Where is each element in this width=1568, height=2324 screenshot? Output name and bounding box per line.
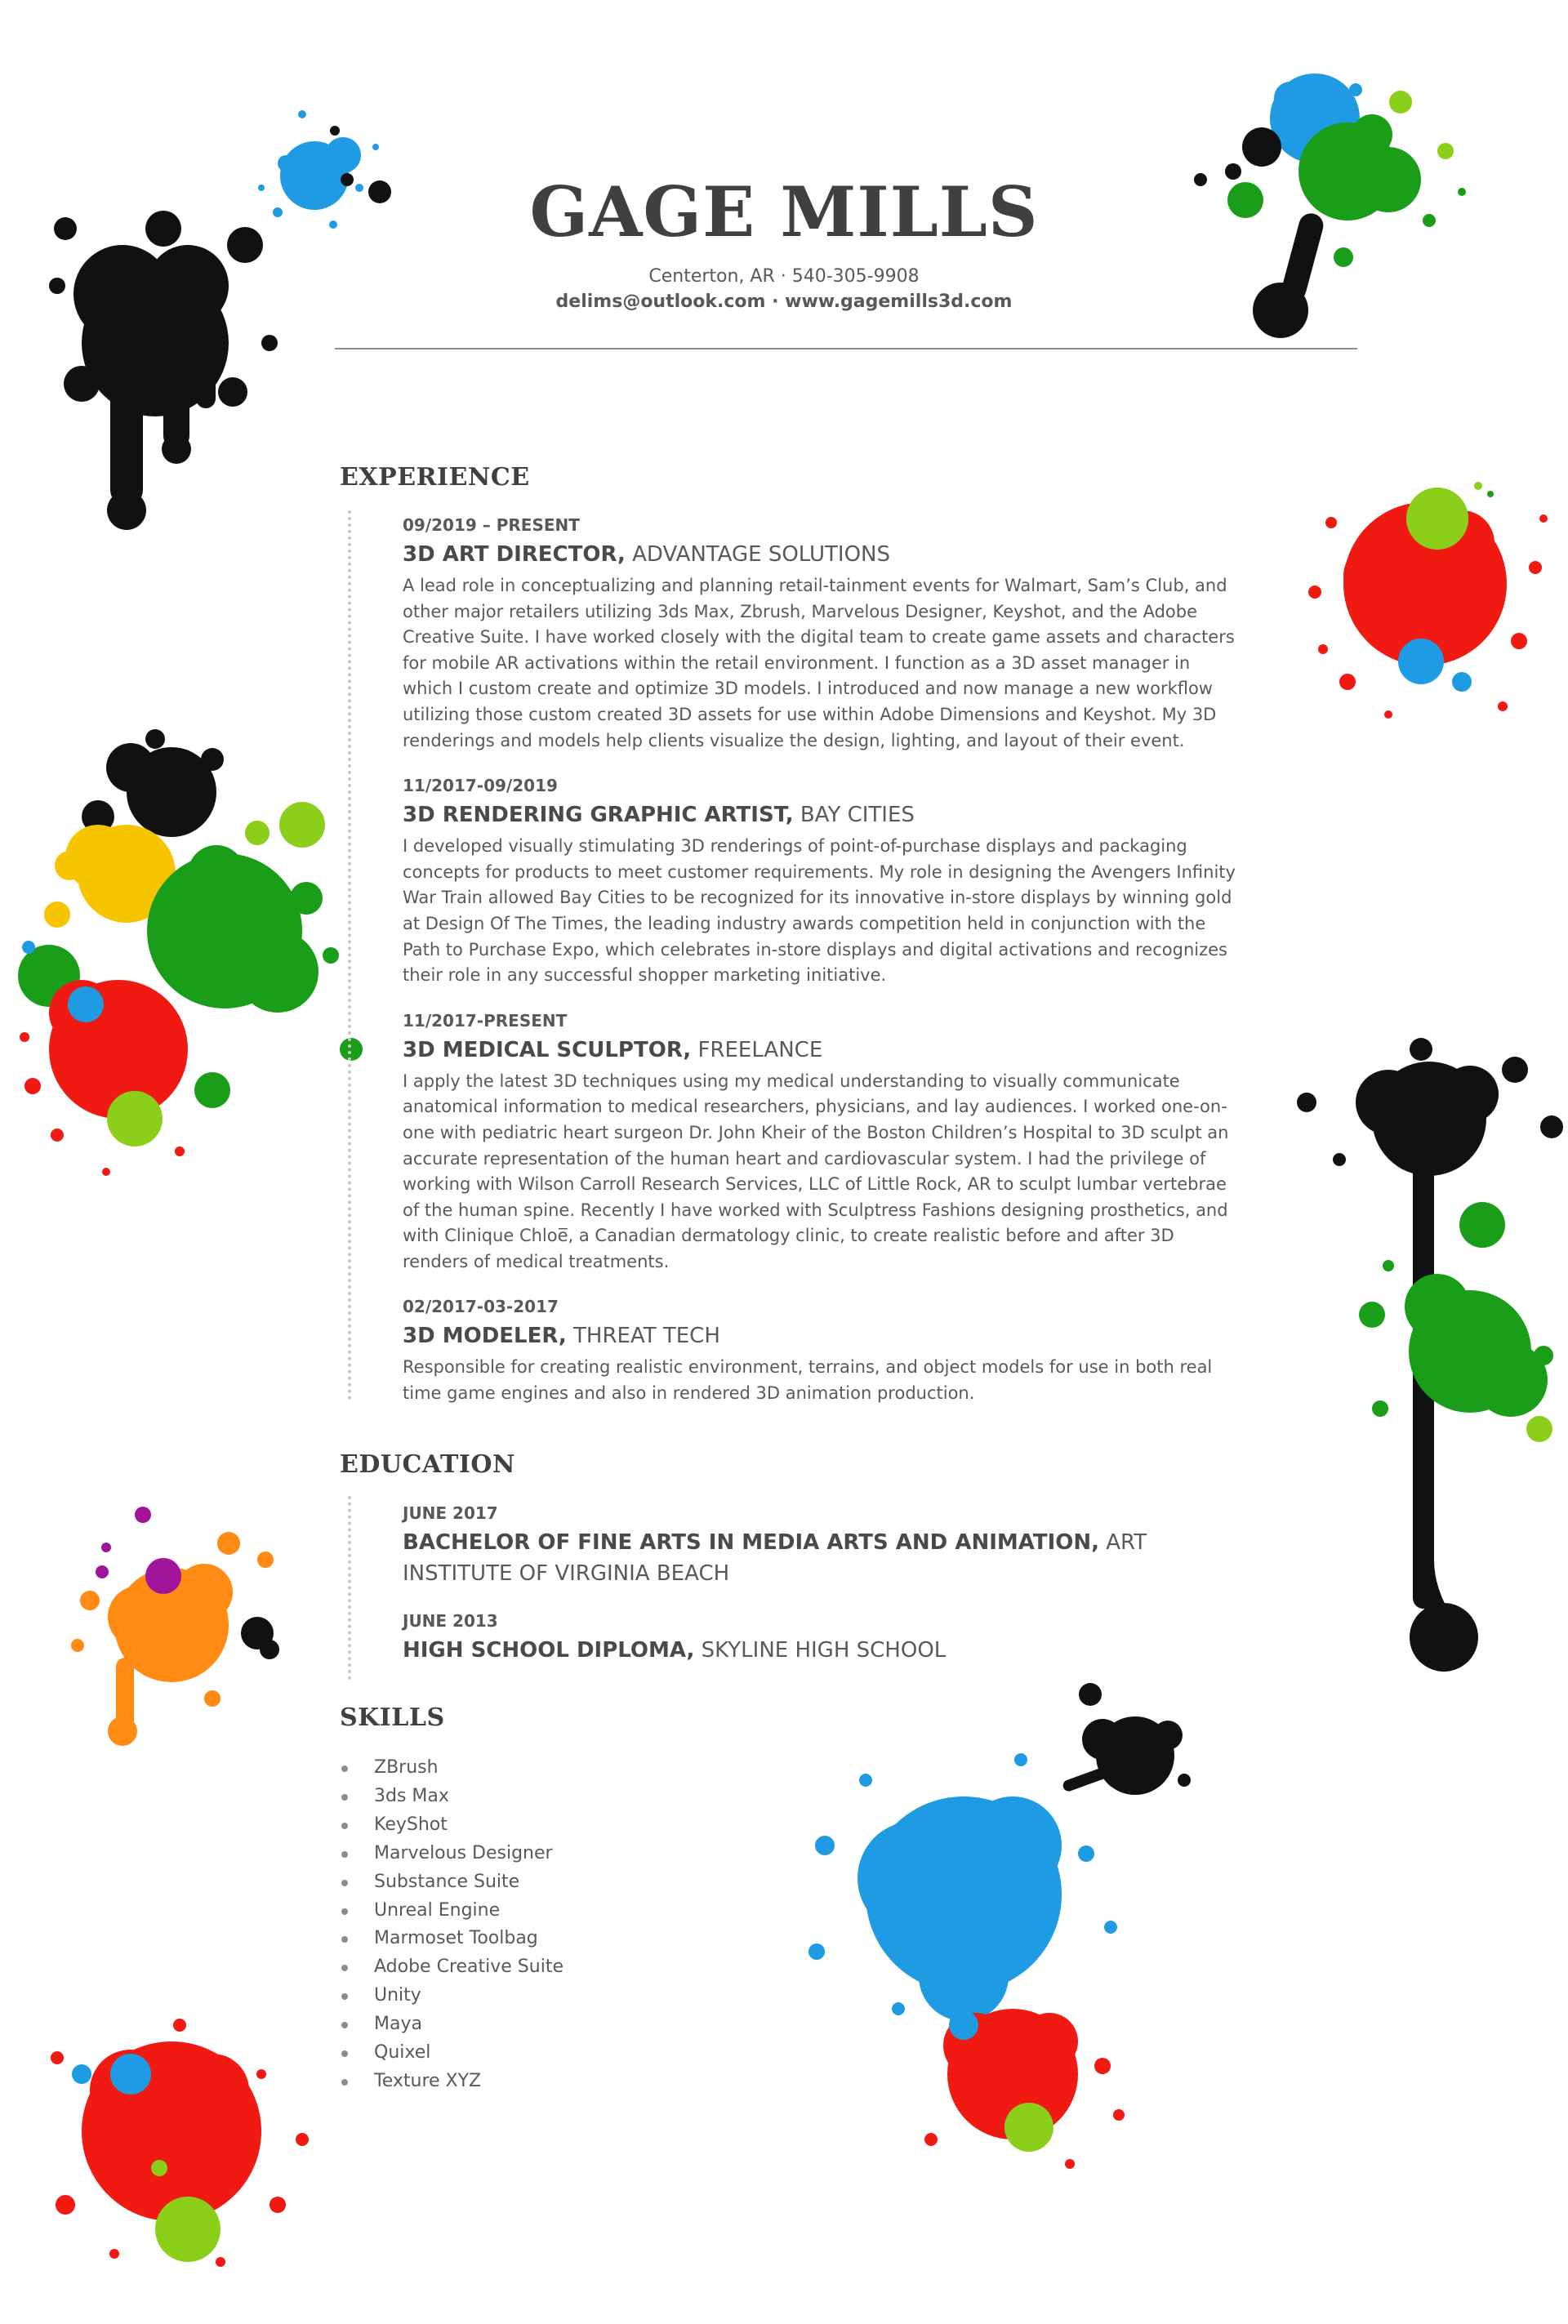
entry-role [403,1320,1236,1351]
resume-header [343,171,1225,315]
school-name: SKYLINE HIGH SCHOOL [701,1638,947,1663]
skill-item: Unity [341,1982,564,2010]
skill-item: Substance Suite [341,1868,564,1897]
black-paint-splatter-icon [33,98,376,555]
education-entry [403,1609,1236,1666]
red-splatter-bottom-left-icon [33,1992,310,2286]
email-website: delims@outlook.com · www.gagemills3d.com [555,292,1013,312]
education-list [403,1501,1236,1685]
experience-timeline [348,510,351,1400]
entry-date: 02/2017-03-2017 [403,1297,559,1317]
degree-title: HIGH SCHOOL DIPLOMA, [403,1638,695,1663]
entry-date: 09/2019 – PRESENT [403,515,580,535]
experience-entry [403,1294,1236,1406]
entry-role [403,539,1236,570]
experience-entry [403,1008,1236,1276]
company-name: FREELANCE [697,1037,823,1062]
entry-date: JUNE 2013 [403,1611,498,1631]
company-name: ADVANTAGE SOLUTIONS [632,542,890,567]
candidate-name: GAGE MILLS [529,171,1039,252]
degree-title: BACHELOR OF FINE ARTS IN MEDIA ARTS AND ANIMATION, [403,1530,1099,1555]
skill-item: Adobe Creative Suite [341,1953,564,1982]
entry-date: JUNE 2017 [403,1503,498,1523]
education-entry [403,1501,1236,1589]
skill-item: Maya [341,2010,564,2039]
entry-description: A lead role in conceptualizing and planning retail-tainment events for Walmart, Sam’s Club, and other major retailers utilizing 3ds Max, Zbrush, Marvelous Designer, Keyshot, and the Adobe Creative Suite. I have worked closely with the digital team to create game assets and characters for mobile AR activations within the retail environment. I function as a 3D asset manager in which I custom create and optimize 3D models. I introduced and now manage a new workflow utilizing those custom created 3D assets for use within Adobe Dimensions and Keyshot. My 3D renderings and models help clients visualize the design, lighting, and layout of their event. [403,576,1235,750]
skills-list [341,1754,564,2096]
location-phone: Centerton, AR · 540-305-9908 [648,266,920,287]
green-paint-splatter-icon [1184,57,1486,351]
education-timeline [348,1496,351,1680]
blue-paint-splatter-icon [776,1682,1200,2197]
skill-item: Unreal Engine [341,1897,564,1926]
skill-item: KeyShot [341,1811,564,1840]
experience-heading: EXPERIENCE [340,463,530,492]
skill-item: Marmoset Toolbag [341,1925,564,1953]
entry-description: Responsible for creating realistic environment, terrains, and object models for use in both real time game engines and also in rendered 3D animation production. [403,1357,1213,1404]
job-title: 3D RENDERING GRAPHIC ARTIST, [403,803,794,828]
company-name: BAY CITIES [800,803,915,828]
job-title: 3D ART DIRECTOR, [403,542,626,567]
company-name: THREAT TECH [573,1324,720,1349]
skill-item: Marvelous Designer [341,1840,564,1868]
skill-item: Quixel [341,2039,564,2068]
job-title: 3D MODELER, [403,1324,567,1349]
multicolor-paint-splatter-icon [8,727,351,1184]
entry-description: I apply the latest 3D techniques using my medical understanding to visually communicate anatomical information to medical researchers, physicians, and lay audiences. I worked one-on-one with pediatric heart surgeon Dr. John Kheir of the Boston Children’s Hospital to 3D sculpt an accurate representation of the human heart and cardiovascular system. I had the privilege of working with Wilson Carroll Research Services, LLC of Little Rock, AR to sculpt lumbar vertebrae of the human spine. Recently I have worked with Sculptress Fashions designing prosthetics, and with Clinique Chloe̅, a Canadian dermatology clinic, to create realistic before and after 3D renders of medical treatments. [403,1071,1229,1271]
job-title: 3D MEDICAL SCULPTOR, [403,1037,692,1062]
skill-item: Texture XYZ [341,2068,564,2096]
entry-degree [403,1635,1236,1666]
entry-date: 11/2017-PRESENT [403,1010,568,1031]
red-paint-splatter-icon [1298,470,1568,739]
school-name: ART INSTITUTE OF VIRGINIA BEACH [403,1530,1147,1586]
education-heading: EDUCATION [340,1450,515,1479]
entry-description: I developed visually stimulating 3D renderings of point-of-purchase displays and packaging concepts for products to meet customer requirements. My role in designing the Avengers Infinity War Train allowed Bay Cities to be recognized for its innovative in-store displays by winning gold at Design Of The Times, the leading industry awards competition held in conjunction with the Path to Purchase Expo, which celebrates in-store displays and digital activations and recognizes their role in any successful shopper marketing initiative. [403,836,1236,986]
experience-list [403,513,1236,1427]
experience-entry [403,513,1236,754]
entry-role [403,799,1236,830]
entry-degree [403,1527,1236,1589]
experience-entry [403,773,1236,989]
entry-role [403,1035,1236,1066]
black-paint-drip-icon [1290,1037,1568,1690]
header-divider [335,348,1357,349]
skills-heading: SKILLS [340,1703,445,1732]
skill-item: 3ds Max [341,1783,564,1811]
entry-date: 11/2017-09/2019 [403,776,558,796]
orange-paint-splatter-icon [65,1494,294,1764]
skill-item: ZBrush [341,1754,564,1783]
